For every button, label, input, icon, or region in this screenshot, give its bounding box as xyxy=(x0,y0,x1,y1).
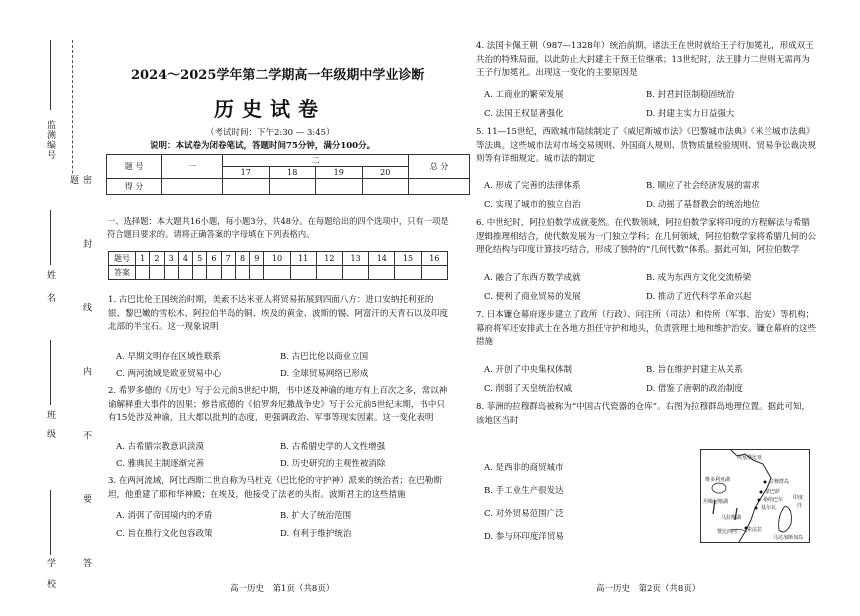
answer-input-cell[interactable] xyxy=(250,266,264,280)
subject-title: 历史试卷 xyxy=(214,97,326,121)
score-cell[interactable] xyxy=(162,179,223,195)
map-label-lake-tanganyika: 坦噶尼喀湖 xyxy=(703,499,729,505)
question-option[interactable]: B. 封君封臣制稳固统治 xyxy=(646,90,735,100)
question-option[interactable]: B. 旨在维护封建主从关系 xyxy=(646,365,743,375)
answer-input-cell[interactable] xyxy=(207,266,221,280)
answer-qno-cell: 11 xyxy=(290,252,316,266)
score-label-points: 得 分 xyxy=(107,179,162,195)
question-option[interactable]: C. 削弱了天皇统治权威 xyxy=(484,384,573,394)
question-option[interactable]: C. 雅典民主制逐渐完善 xyxy=(116,459,205,469)
question-option[interactable]: C. 旨在推行文化包容政策 xyxy=(116,529,213,539)
question-stem: 7. 日本镰仓幕府逐步建立了政所（行政）、问注所（司法）和侍所（军事、治安）等机构；幕府将军还安排武士在各地方担任守护和地头，负责管理土地和维护治安。镰仓幕府的这些措施 xyxy=(476,310,817,348)
answer-qno-cell: 1 xyxy=(136,252,150,266)
score-cell[interactable] xyxy=(362,179,409,195)
answer-qno-cell: 2 xyxy=(150,252,164,266)
answer-qno-cell: 12 xyxy=(316,252,342,266)
map-label-lake-victoria: 维多利亚湖 xyxy=(705,477,731,483)
question-option[interactable]: B. 古巴比伦以商业立国 xyxy=(280,352,369,362)
map-label-lamu: 拉穆群岛 xyxy=(769,479,790,485)
class-line xyxy=(50,340,51,405)
question-option[interactable]: D. 封建主实力日益强大 xyxy=(646,109,735,119)
answer-input-cell[interactable] xyxy=(369,266,395,280)
question-option[interactable]: A. 早期文明存在区域性联系 xyxy=(116,352,222,362)
question-stem: 4. 法国卡佩王朝（987—1328年）统治前期，诸法王在世时就给王子行加冕礼，形成双王共治的特殊局面，以此防止大封建主干预王位继承；13世纪时，法王腓力二世则无需再为王子行加冕礼。出现这一变化的主要原因是 xyxy=(476,41,814,79)
question-stem: 5. 11—15世纪，西欧城市陆续制定了《威尼斯城市法》《巴黎城市法典》《米兰城市法典》等法典。这些城市法对市场交易规则、外国商人规则、货物质量检验规则、贸易争讼裁决规则等有详细规定。城市法的制定 xyxy=(476,127,817,165)
answer-input-cell[interactable] xyxy=(290,266,316,280)
question-stem: 8. 菲洲的拉穆群岛被称为“中国古代瓷器的仓库”。右图为拉穆群岛地理位置。据此可知，该地区当时 xyxy=(476,402,811,426)
question-option[interactable]: D. 历史研究的主观性被消除 xyxy=(280,459,386,469)
score-cell[interactable] xyxy=(269,179,316,195)
question-option[interactable]: B. 古希腊史学的人文性增强 xyxy=(280,442,386,452)
question-option[interactable]: D. 全球贸易网络已形成 xyxy=(280,369,369,379)
question-option[interactable]: C. 对外贸易范围广泛 xyxy=(484,509,564,519)
question-option[interactable]: B. 成为东西方文化交流桥梁 xyxy=(646,273,752,283)
answer-input-cell[interactable] xyxy=(264,266,290,280)
score-cell[interactable] xyxy=(223,179,270,195)
answer-input-cell[interactable] xyxy=(221,266,235,280)
question-option[interactable]: B. 扩大了统治范围 xyxy=(280,511,352,521)
answer-qno-cell: 14 xyxy=(369,252,395,266)
section1-instructions: 一、选择题：本大题共16小题，每小题3分，共48分。在每题给出的四个选项中，只有一项是符合题目要求的。请将正确答案的字母填在下列表格内。 xyxy=(107,216,449,240)
score-q20: 20 xyxy=(362,167,409,179)
map-label-zanzibar: 桑给巴尔 xyxy=(763,497,784,503)
score-label-qno: 题 号 xyxy=(107,155,162,179)
sidebar-name: 姓名 xyxy=(45,270,55,316)
map-label-ocean: 洋 xyxy=(797,503,803,509)
question-option[interactable]: D. 推动了近代科学革命兴起 xyxy=(646,292,752,302)
sidebar-class: 班级 xyxy=(45,410,55,448)
answer-input-cell[interactable] xyxy=(150,266,164,280)
question-option[interactable]: C. 法国王权显著强化 xyxy=(484,109,564,119)
answer-qno-cell: 5 xyxy=(193,252,207,266)
answer-input-cell[interactable] xyxy=(421,266,447,280)
answer-input-cell[interactable] xyxy=(395,266,421,280)
question-stem: 6. 中世纪时，阿拉伯数学成就斐然。在代数领域，阿拉伯数学家将印度的方程解法与希腊逻辑推理相结合，使代数发展为一门独立学科；在几何领域，阿拉伯数学家将希腊几何的公理化结构与印度计算技巧结合，形成了独特的“几何代数”体系。据此可知，阿拉伯数学 xyxy=(476,218,817,256)
answer-qno-cell: 6 xyxy=(207,252,221,266)
answer-qno-cell: 13 xyxy=(343,252,369,266)
answer-input-cell[interactable] xyxy=(343,266,369,280)
score-part1: 一 xyxy=(162,155,223,179)
score-q19: 19 xyxy=(316,167,363,179)
answer-input-cell[interactable] xyxy=(164,266,178,280)
question-option[interactable]: A. 工商业的繁荣发展 xyxy=(484,90,564,100)
footer-left: 高一历史 第1页（共8页） xyxy=(230,584,335,594)
question-stem: 2. 希罗多德的《历史》写于公元前5世纪中期，书中述及神谕的地方有上百次之多，常以神谕解释重大事件的因果；修昔底德的《伯罗奔尼撒战争史》写于公元前5世纪末期，书中只有15处涉及神谕，且大都以批判的态度，更强调政治、军事等现实因素。这一变化表明 xyxy=(108,386,448,424)
answer-qno-cell: 16 xyxy=(421,252,447,266)
sidebar-exam-no: 监测编号 xyxy=(45,120,55,160)
answer-input-cell[interactable] xyxy=(136,266,150,280)
score-q17: 17 xyxy=(223,167,270,179)
answer-label-ans: 答案 xyxy=(109,266,136,280)
exam-note: 说明：本试卷为闭卷笔试，答题时间75分钟，满分100分。 xyxy=(150,141,376,151)
map-label-ethiopia: 埃塞俄比亚 xyxy=(737,455,763,461)
score-q18: 18 xyxy=(269,167,316,179)
answer-input-cell[interactable] xyxy=(235,266,249,280)
exam-title: 2024～2025学年第二学期高一年级期中学业诊断 xyxy=(131,68,425,83)
exam-no-line xyxy=(50,40,51,110)
answer-table xyxy=(108,251,448,280)
question-option[interactable]: A. 消弭了帝国境内的矛盾 xyxy=(116,511,213,521)
answer-qno-cell: 9 xyxy=(250,252,264,266)
answer-input-cell[interactable] xyxy=(193,266,207,280)
question-option[interactable]: D. 借鉴了唐朝的政治制度 xyxy=(646,384,743,394)
question-option[interactable]: D. 有利于维护统治 xyxy=(280,529,352,539)
answer-qno-cell: 7 xyxy=(221,252,235,266)
map-label-mombasa: 蒙巴萨 xyxy=(765,489,781,495)
exam-time: （考试时间：下午2:30 — 3:45） xyxy=(206,128,335,138)
school-line xyxy=(50,490,51,555)
question-option[interactable]: A. 开创了中央集权体制 xyxy=(484,365,573,375)
seal-text: 密 封 线 内 不 要 答 题 xyxy=(67,175,93,616)
question-option[interactable]: A. 融合了东西方数学成就 xyxy=(484,273,581,283)
question-option[interactable]: C. 实现了城市的独立自治 xyxy=(484,200,581,210)
score-part2: 二 xyxy=(223,155,409,167)
answer-input-cell[interactable] xyxy=(316,266,342,280)
map-label-sofala: 索法拉 xyxy=(747,527,763,533)
map-label-kilwa: 基尔瓦 xyxy=(761,505,777,511)
score-table xyxy=(106,154,470,195)
sidebar-school: 学校 xyxy=(45,558,55,600)
map-label-zambezi: 赞比西河 xyxy=(717,529,738,535)
answer-qno-cell: 4 xyxy=(178,252,192,266)
answer-label-qno: 题号 xyxy=(109,252,136,266)
map-label-malawi: 马拉维湖 xyxy=(721,515,742,521)
answer-qno-cell: 15 xyxy=(395,252,421,266)
question-option[interactable]: D. 动摇了基督教会的统治地位 xyxy=(646,200,760,210)
question-option[interactable]: D. 参与环印度洋贸易 xyxy=(484,532,564,542)
question-option[interactable]: B. 顺应了社会经济发展的需求 xyxy=(646,181,760,191)
question-stem: 1. 古巴比伦王国统治时期，美索不达米亚人将贸易拓展到四面八方：进口安纳托利亚的银、黎巴嫩的雪松木、阿拉伯半岛的铜、埃及的黄金、波斯的锡、阿富汗的天青石以及印度北部的半宝石。这一现象说明 xyxy=(108,295,449,333)
question-option[interactable]: A. 形成了完善的法律体系 xyxy=(484,181,581,191)
question-option[interactable]: B. 手工业生产很发达 xyxy=(484,486,564,496)
answer-qno-cell: 3 xyxy=(164,252,178,266)
name-line xyxy=(50,210,51,265)
answer-input-cell[interactable] xyxy=(178,266,192,280)
question-option[interactable]: C. 两河流域是欧亚贸易中心 xyxy=(116,369,222,379)
score-total: 总 分 xyxy=(409,155,470,179)
lamu-map xyxy=(700,449,810,543)
map-label-madagascar: 马达加斯加岛 xyxy=(773,535,804,541)
answer-qno-cell: 10 xyxy=(264,252,290,266)
question-option[interactable]: A. 是西非的商贸城市 xyxy=(484,463,564,473)
answer-qno-cell: 8 xyxy=(235,252,249,266)
score-cell[interactable] xyxy=(409,179,470,195)
footer-right: 高一历史 第2页（共8页） xyxy=(596,584,701,594)
question-stem: 3. 在两河流域，阿比西斯二世自称为马杜克（巴比伦的守护神）派来的统治者；在巴勒斯坦，他重建了耶和华神殿；在埃及，他接受了法老的头衔。波斯君主的这些措施 xyxy=(108,476,442,500)
map-label-indian: 印度 xyxy=(793,495,804,501)
score-cell[interactable] xyxy=(316,179,363,195)
question-option[interactable]: C. 便利了商业贸易的发展 xyxy=(484,292,581,302)
question-option[interactable]: A. 古希腊宗教意识淡漠 xyxy=(116,442,205,452)
